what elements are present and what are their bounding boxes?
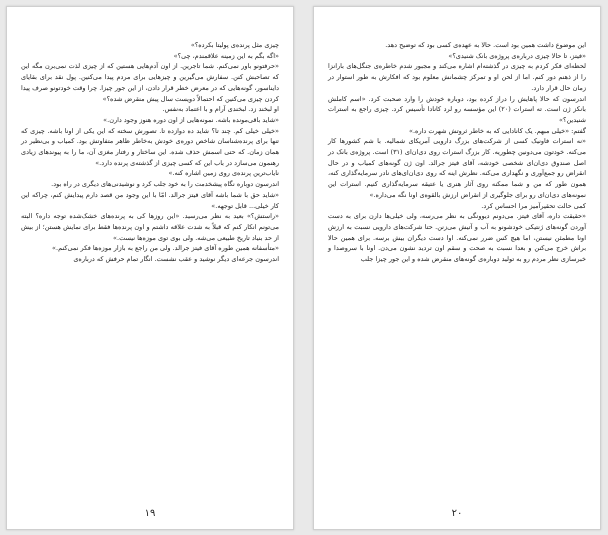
page-number: ۱۹ xyxy=(144,508,156,519)
paragraph: چیزی مثل پرنده‌ی پولیتا بکرده؟» xyxy=(190,41,279,49)
paragraph: لحظه‌ای فکر کردم به چیزی در گذشته‌ام اشاره می‌کند و مجبور شدم خاطره‌ی جنگل‌های بارانزا را از ذهنم دور کنم. اما از لحن او و تمرکز چشمانش معلوم بود که افکارش به طور استوار در زمان حال قرار دارد. xyxy=(328,62,586,92)
paragraph: «شاید حق با شما باشه آقای فیتز جرالد. امّا با این وجود من قصد دارم پیدایش کنم، چرا‌که این کار خیلی... قابل توجهه.» xyxy=(21,190,279,210)
paragraph: نایاب‌ترین پرنده‌ی روی زمین اشاره کنه.» xyxy=(168,169,279,178)
left-page xyxy=(6,6,294,530)
right-page-text xyxy=(328,40,586,265)
paragraph: اندرسون که حالا پاهایش را دراز کرده بود، دوباره خودش را وارد صحبت کرد. «اسم کاملش بانکز ژن است. ته استرات (۲۰) این مؤسسه رو لرد کانادا تأسیس کرد. چیزی راجع به استرات شنیدین؟» xyxy=(328,94,586,124)
paragraph: «حقیقت داره، آقای فیتز. می‌دونم دیوونگی به نظر می‌رسه، ولی خیلی‌ها دارن برای به دست آوردن گونه‌های ژنتیکی خودشونو به آب و آتیش می‌زنن. حتا شرکت‌های دارویی نسبت به ارزش اونا مطمئن نیستن، اما هیچ کس ضرر نمی‌کنه. اوا دست دیگران بیش برسه. برای همین حالا براش خرج می‌کنن و بعدا نسبت به صحت و سقم اون تردید نشون می‌دن. اونا با سروصدا و خبرسازی نظر مردم رو به تولید دوباره‌ی گونه‌های منقرض شده و این جور چیزا جلب xyxy=(328,212,586,264)
paragraph: «فیتز، تا حالا چیزی درباره‌ی پروژه‌ی بانک شنیدی؟» xyxy=(448,51,586,60)
paragraph: کمی حالت تحقیرآمیز مرا احساس کرد. xyxy=(481,201,586,210)
paragraph: او لبخند زد. لبخندی آرام و با اعتماد به‌نفس. xyxy=(162,105,279,114)
paragraph: گفتم: «خیلی مبهم. یک کانادایی که به خاطر ثروتش شهرت داره.» xyxy=(409,126,586,135)
paragraph: اندرسون دوباره نگاه پیشخدمت را به خود جلب کرد و نوشیدنی‌های دیگری در راه بود. xyxy=(51,180,279,189)
paragraph: «حرفتونو باور نمی‌کنم. شما تاجرین. از اون آدم‌هایی هستین که از چیزی لذت نمی‌برن مگه این که تصاحبش کنن. سفارش می‌گیرین و چیزهایی برای مردم پیدا می‌کنین. پول نقد برای بقایای دایناسور، گونه‌هایی که در معرض خطر قرار دادن، از این جور چیزا. چرا وقت خودتونو صرف پیدا کردن چیزی می‌کنین که احتمالاً دویست سال پیش منقرض شده؟» xyxy=(21,62,279,103)
paragraph: «شاید باقی‌مونده باشه. نمونه‌هایی از اون دوره هنوز وجود دارن.» xyxy=(103,115,279,124)
paragraph: «اگه بگم به این زمینه علاقمندم، چی؟» xyxy=(173,51,279,60)
paragraph: «نه استرات فاونیک کسی از شرکت‌های بزرگ دارویی آمریکای شمالیه. با شم کشورها کار می‌کنه. خودتون می‌دونین چطوریه. کار بزرگ استرات روی دی‌ان‌ای (۳۱) است. پروژه‌ی بانک در اصل صندوق دی‌ان‌ای شخصی خودشه، آقای فیتز جرالد. اون ژن گونه‌های کمیاب و در حال انقراض رو جمع‌آوری و نگهداری می‌کنه. نظرش اینه که روی دی‌ان‌ای‌های نادر سرمایه‌گذاری کنه، همون طور که من و شما ممکنه روی آثار هنری یا عتیقه سرمایه‌گذاری کنیم. استرات این نمونه‌های دی‌ان‌ای رو برای جلوگیری از انقراض ارزش بالقوه‌ی اونا نگه می‌داره.» xyxy=(328,137,586,199)
paragraph: این موضوع داشت همین بود است. حالا به عهده‌ی کسی بود که توضیح دهد. xyxy=(385,41,586,49)
paragraph: «خیلی خیلی کم. چند تا؟ شاید ده دوازده تا. تصورش سخته که این یکی از اونا باشه. چیزی که تنها برای پرنده‌شناسان شاخص دوره‌ی خودش به‌خاطر ظاهر متفاوتش بود. کمیاب و بی‌نظیر در همان زمان. که حتی اسمش حذف شده. این ساختار و رفتار مغزی آن، ما را به پیوندهای زیادی رهنمون می‌سازد در باب این که کسی چیزی از گذشته‌ی پرنده دارد.» xyxy=(21,126,279,167)
left-page-text xyxy=(21,40,279,265)
paragraph: «متأسفانه همین طوره آقای فیتز جرالد. ولی من راجع به بازار موزه‌ها فکر نمی‌کنم.» xyxy=(52,244,279,253)
paragraph: اندرسون جرعه‌ای دیگر نوشید و عقب نشست. انگار تمام حرفش که درباره‌ی xyxy=(73,255,279,264)
right-page xyxy=(313,6,601,530)
paragraph: «راستش؟» بعید به نظر می‌رسید. «این روزها کی به پرنده‌های خشک‌شده توجه داره؟ البته می‌تونم انکار کنم که قبلاً به شدت علاقه داشتم و اون پرنده‌ها فقط برای نمایش هستن؛ از بیش از حد بنیاد تاریخ طبیعی می‌شه. ولی بوی توی موزه‌ها نیست.» xyxy=(21,212,279,242)
page-number: ۲۰ xyxy=(451,508,463,519)
